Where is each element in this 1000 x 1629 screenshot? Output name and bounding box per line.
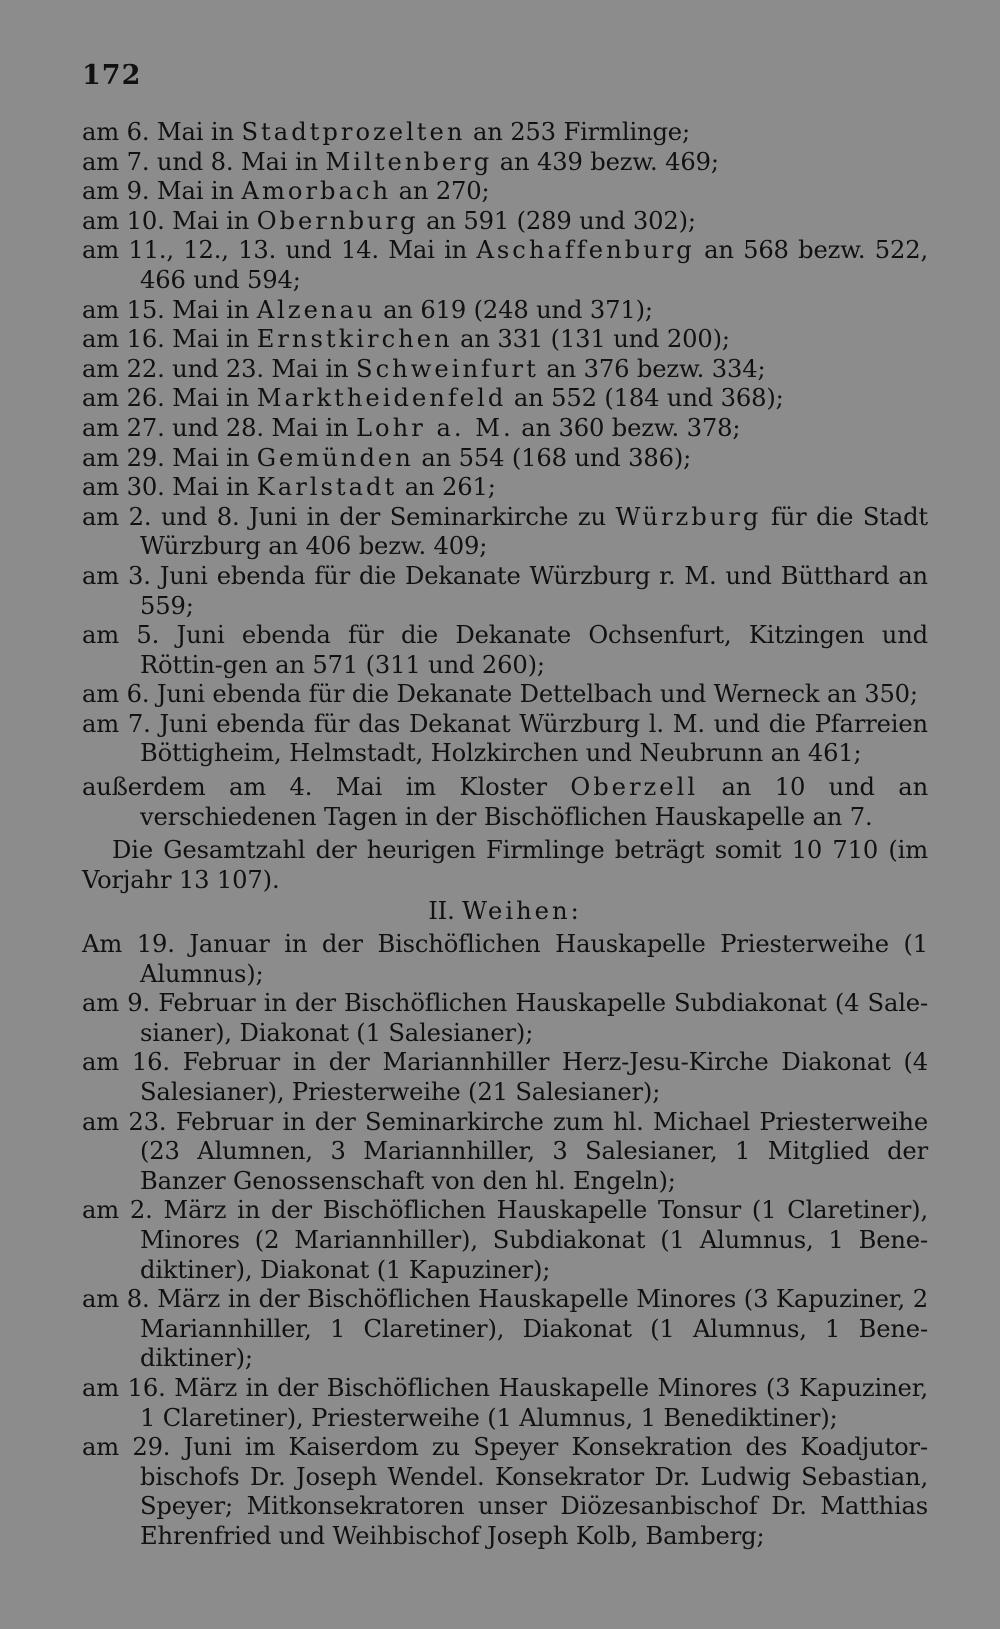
place-name: Obernburg — [256, 206, 419, 235]
entry-text: an 376 bezw. 334; — [538, 354, 766, 383]
place-name: Marktheidenfeld — [256, 384, 507, 413]
place-name: Alzenau — [256, 295, 376, 324]
place-name: Ernstkirchen — [256, 325, 453, 354]
entry-text: für die Stadt Würzburg an 406 bezw. 409; — [140, 502, 928, 561]
weihen-list — [82, 930, 928, 1551]
entry-text: an 261; — [397, 473, 496, 502]
entry-text: am 15. Mai in — [82, 295, 257, 324]
weihe-entry: Am 19. Januar in der Bischöflichen Hauskapelle Priesterweihe (1 Alumnus); — [82, 930, 928, 988]
entry-text: am 5. Juni ebenda für die Dekanate Ochsenfurt, Kitzingen und Röttin-gen an 571 (311 und 260); — [82, 621, 928, 679]
entry-text: am 7. Juni ebenda für das Dekanat Würzburg l. M. und die Pfarreien Böttigheim, Helmstadt, Holzkirchen und Neubrunn an 461; — [82, 709, 928, 768]
entry-text: am 29. Mai in — [82, 443, 257, 472]
entry-text: an 619 (248 und 371); — [375, 295, 653, 324]
gesamtzahl-paragraph: Die Gesamtzahl der heurigen Firmlinge beträgt somit 10 710 (im Vorjahr 13 107). — [82, 836, 928, 894]
firmung-entry — [82, 118, 928, 148]
weihe-entry: am 16. März in der Bischöflichen Hauskapelle Minores (3 Kapuziner, 1 Claretiner), Priesterweihe (1 Alumnus, 1 Benediktiner); — [82, 1373, 928, 1432]
firmung-entry — [82, 236, 928, 295]
page-number: 172 — [82, 60, 142, 91]
firmung-entry — [82, 680, 928, 710]
section-heading — [82, 897, 928, 927]
weihe-entry: am 9. Februar in der Bischöflichen Hauskapelle Subdiakonat (4 Sale-sianer), Diakonat (1 Salesianer); — [82, 989, 928, 1047]
place-name: Oberzell — [570, 773, 699, 802]
weihe-entry: am 29. Juni im Kaiserdom zu Speyer Konsekration des Koadjutor-bischofs Dr. Joseph Wendel. Konsekrator Dr. Ludwig Sebastian, Speyer; Mitkonsekratoren unser Diözesanbischof Dr. Matthias Ehrenfried und Weihbischof Joseph Kolb, Bamberg; — [82, 1433, 928, 1550]
entry-text: an 591 (289 und 302); — [418, 206, 696, 235]
entry-text: am 26. Mai in — [82, 384, 257, 413]
entry-text: am 27. und 28. Mai in — [82, 413, 356, 442]
entry-text: an 10 und an verschiedenen Tagen in der Bischöflichen Hauskapelle an 7. — [140, 773, 928, 831]
entry-text: am 22. und 23. Mai in — [82, 354, 356, 383]
section-title: Weihen: — [462, 897, 582, 926]
entry-text: an 568 bezw. 522, 466 und 594; — [140, 236, 928, 294]
weihe-entry: am 16. Februar in der Mariannhiller Herz-Jesu-Kirche Diakonat (4 Salesianer), Priesterweihe (21 Salesianer); — [82, 1048, 928, 1106]
entry-text: am 7. und 8. Mai in — [82, 147, 326, 176]
entry-text: am 6. Juni ebenda für die Dekanate Dettelbach und Werneck an 350; — [82, 680, 918, 709]
firmung-entry — [82, 710, 928, 769]
entry-text: am 2. und 8. Juni in der Seminarkirche zu — [82, 502, 616, 531]
entry-text: an 439 bezw. 469; — [492, 147, 719, 176]
entry-text: außerdem am 4. Mai im Kloster — [82, 773, 571, 802]
ausserdem-entry — [82, 773, 928, 832]
entry-text: an 552 (184 und 368); — [506, 384, 784, 413]
entry-text: an 331 (131 und 200); — [452, 325, 730, 354]
place-name: Miltenberg — [325, 147, 493, 176]
firmung-entry — [82, 325, 928, 355]
weihe-entry: am 23. Februar in der Seminarkirche zum hl. Michael Priesterweihe (23 Alumnen, 3 Mariannhiller, 3 Salesianer, 1 Mitglied der Banzer Genossenschaft von den hl. Engeln); — [82, 1107, 928, 1195]
firmung-list — [82, 118, 928, 769]
firmung-entry — [82, 414, 928, 444]
firmung-entry — [82, 355, 928, 385]
place-name: Gemünden — [256, 443, 414, 472]
weihe-entry: am 8. März in der Bischöflichen Hauskapelle Minores (3 Kapuziner, 2 Mariannhiller, 1 Claretiner), Diakonat (1 Alumnus, 1 Bene-diktiner); — [82, 1285, 928, 1373]
place-name: Amorbach — [241, 177, 392, 206]
entry-text: an 360 bezw. 378; — [513, 413, 741, 442]
firmung-entry — [82, 621, 928, 680]
firmung-entry — [82, 177, 928, 207]
firmung-entry — [82, 444, 928, 474]
firmung-entry — [82, 296, 928, 326]
page-body — [82, 118, 928, 1552]
entry-text: am 11., 12., 13. und 14. Mai in — [82, 236, 477, 265]
entry-text: am 10. Mai in — [82, 206, 257, 235]
firmung-entry — [82, 503, 928, 562]
firmung-entry — [82, 384, 928, 414]
weihe-entry: am 2. März in der Bischöflichen Hauskapelle Tonsur (1 Claretiner), Minores (2 Mariannhiller), Subdiakonat (1 Alumnus, 1 Bene-diktiner), Diakonat (1 Kapuziner); — [82, 1196, 928, 1284]
entry-text: am 3. Juni ebenda für die Dekanate Würzburg r. M. und Bütthard an 559; — [82, 561, 928, 620]
entry-text: am 9. Mai in — [82, 177, 242, 206]
firmung-entry — [82, 148, 928, 178]
entry-text: am 30. Mai in — [82, 473, 257, 502]
place-name: Aschaffenburg — [476, 236, 695, 265]
entry-text: an 270; — [391, 177, 490, 206]
firmung-entry — [82, 473, 928, 503]
section-number: II. — [428, 897, 463, 926]
firmung-entry — [82, 207, 928, 237]
entry-text: am 16. Mai in — [82, 325, 257, 354]
place-name: Karlstadt — [256, 473, 398, 502]
place-name: Würzburg — [615, 502, 762, 531]
entry-text: an 253 Firmlinge; — [465, 118, 690, 146]
place-name: Schweinfurt — [356, 354, 539, 383]
entry-text: an 554 (168 und 386); — [413, 443, 692, 472]
firmung-entry — [82, 562, 928, 621]
place-name: Lohr a. M. — [356, 413, 514, 442]
entry-text: am 6. Mai in — [82, 118, 242, 146]
place-name: Stadtprozelten — [241, 118, 466, 146]
